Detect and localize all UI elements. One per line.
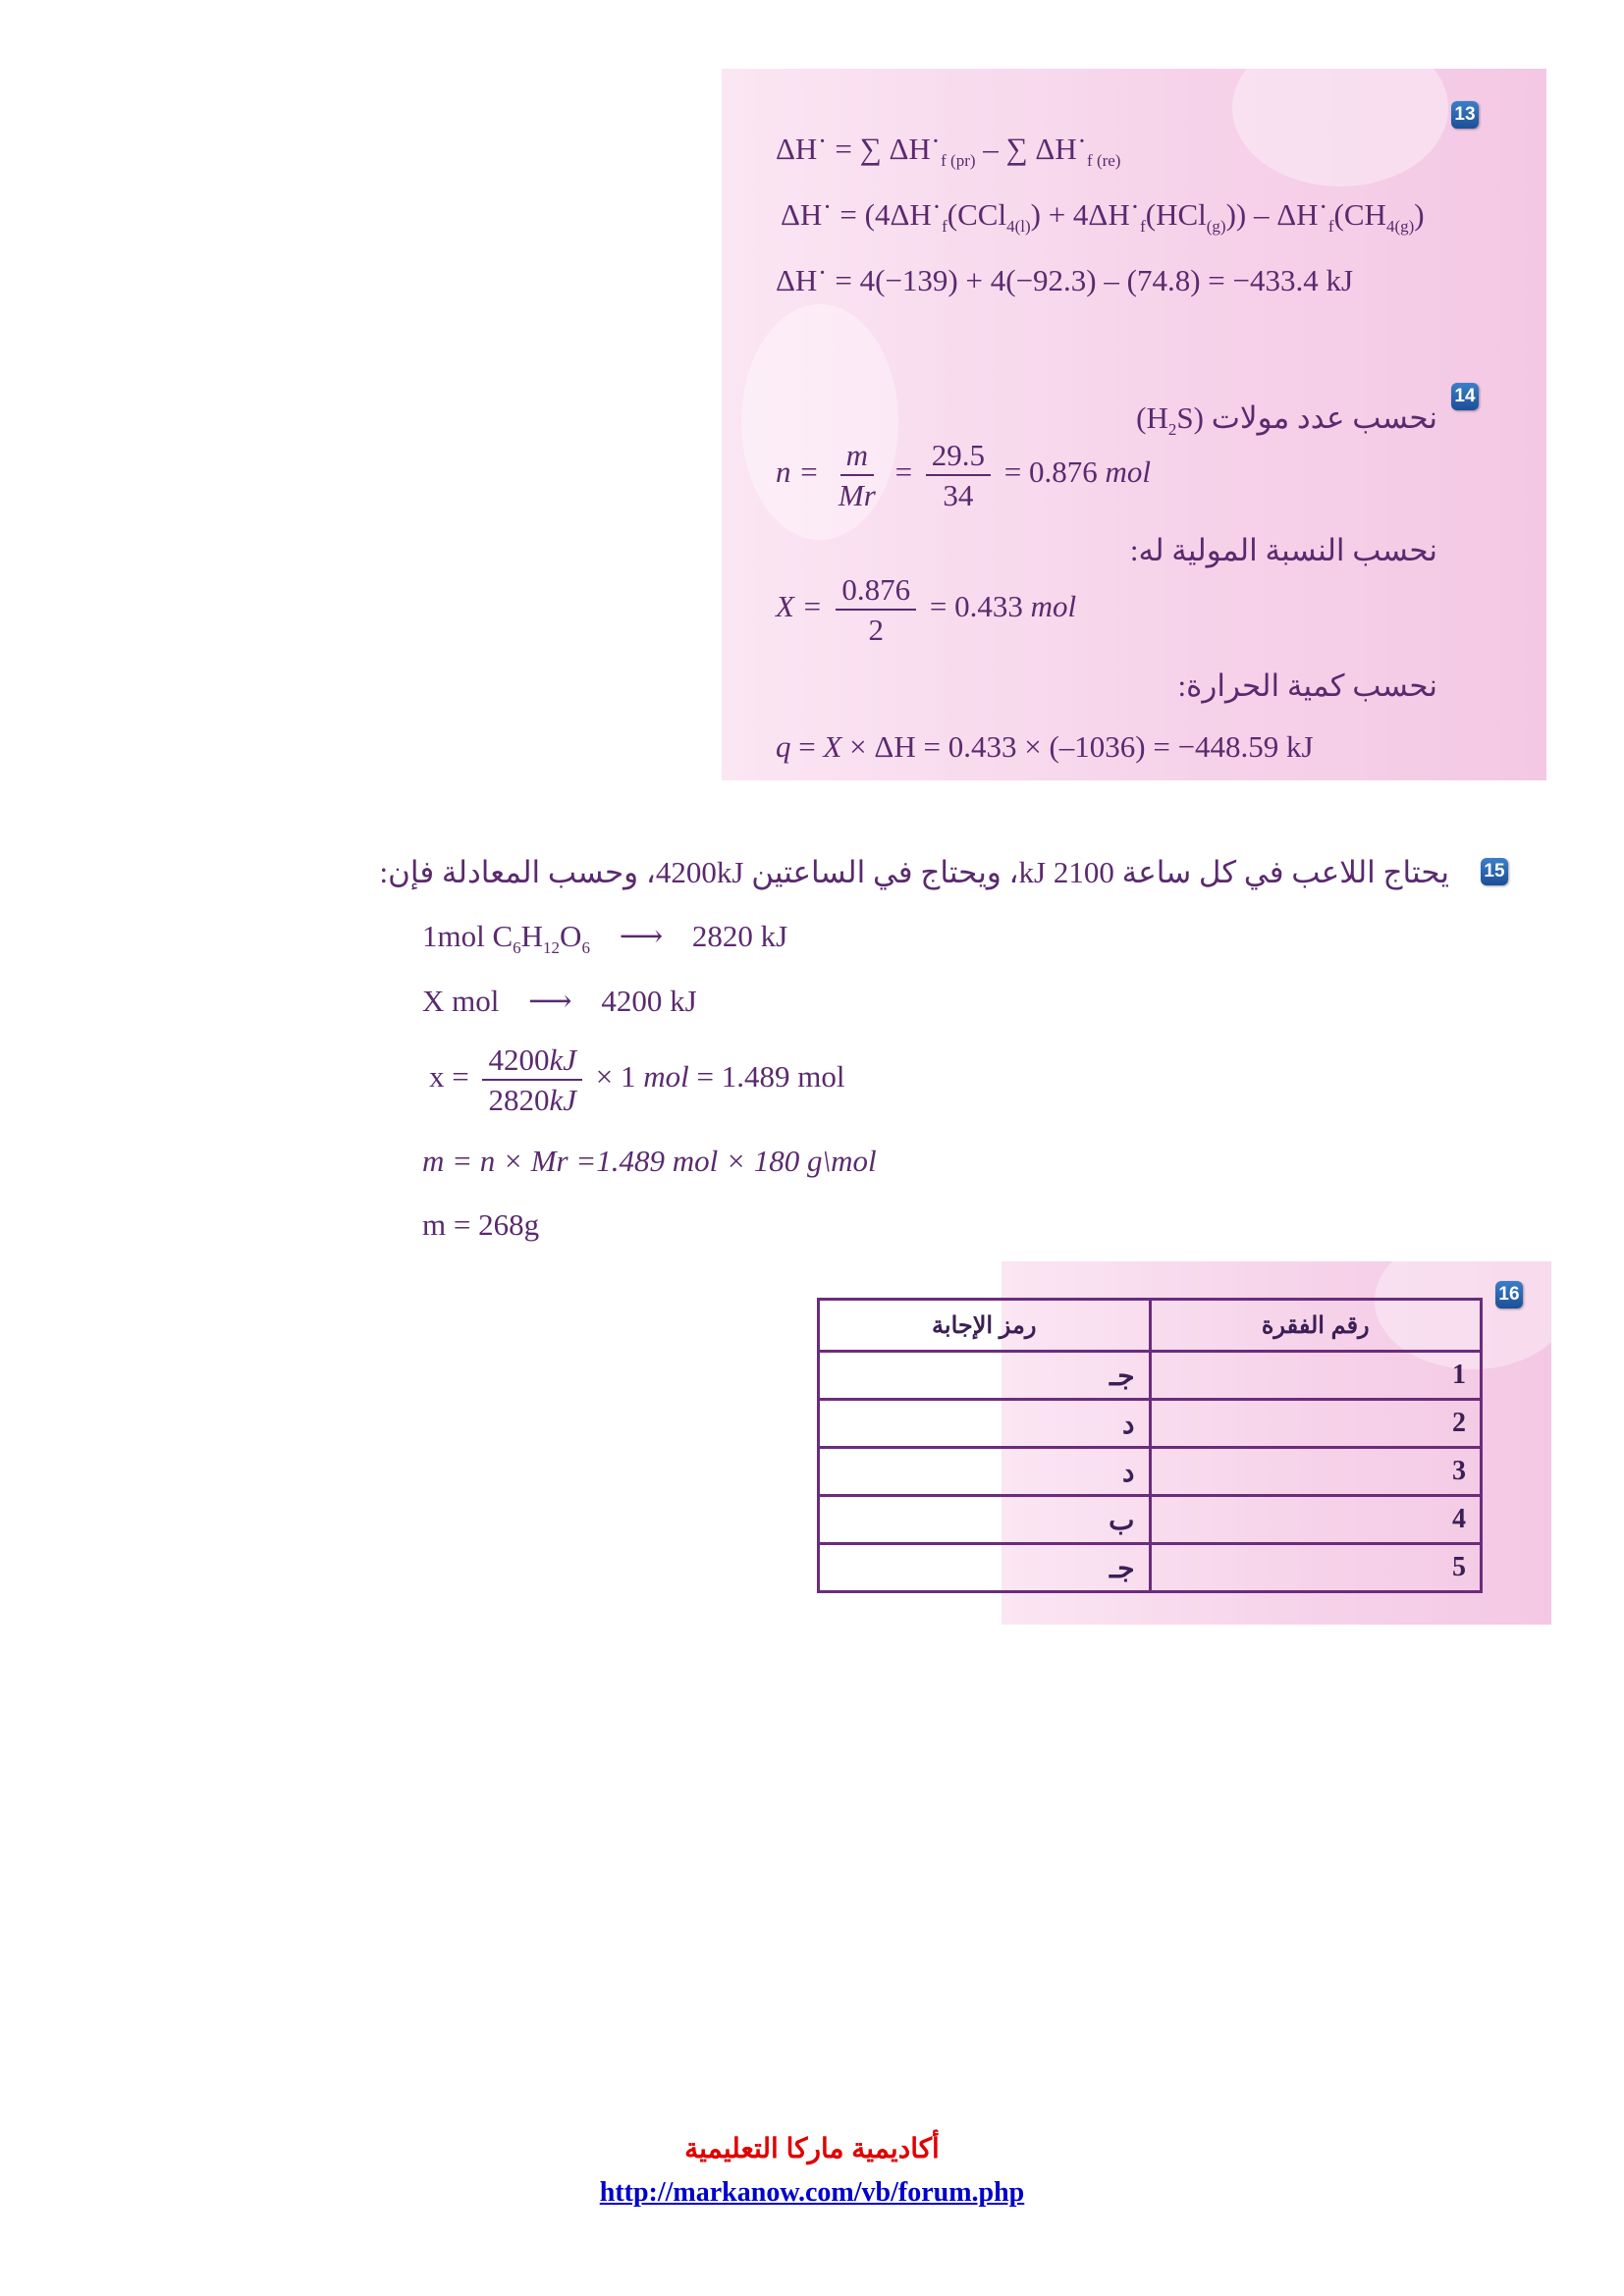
table-row xyxy=(819,1448,1482,1496)
right-arrow-icon: ⟶ xyxy=(528,984,572,1018)
column-header-item-number: رقم الفقرة xyxy=(1150,1300,1482,1352)
answer-cell: د xyxy=(819,1400,1151,1448)
fraction-m-over-mr: $\frac{m}{Mr}$ xyxy=(838,438,876,512)
q15-intro-text: يحتاج اللاعب في كل ساعة 2100 kJ، ويحتاج في الساعتين 4200kJ، وحسب المعادلة فإن: xyxy=(379,855,1449,889)
h2s-formula: $(H_2S)$ xyxy=(1136,400,1204,439)
q14-heat-label: نحسب كمية الحرارة: xyxy=(1177,668,1437,703)
answer-key-table xyxy=(817,1298,1483,1593)
item-number-cell: 4 xyxy=(1150,1496,1482,1544)
answer-cell: جـ xyxy=(819,1352,1151,1400)
q14-moles-label: نحسب عدد مولات $(H_2S)$ xyxy=(1136,400,1437,439)
right-arrow-icon: ⟶ xyxy=(619,919,664,953)
question-16-badge: 16 xyxy=(1495,1281,1523,1308)
fraction-moles-over-total: $\frac{0.876}{2}$ xyxy=(836,574,916,645)
table-row xyxy=(819,1544,1482,1592)
q13-equation-1: ΔH˙ = ∑ $\Delta H˙_{f (pr)}$ – ∑ $\Delta H˙_{f (re)}$ xyxy=(776,132,1121,170)
question-15-badge: 15 xyxy=(1481,858,1508,885)
q15-line-2: X mol ⟶ 4200 kJ xyxy=(422,984,697,1018)
q15-line-3: x = $\frac{4200kJ}{2820kJ}$ × 1 mol = 1.489 mol xyxy=(429,1042,845,1117)
q13-equation-2: ΔH˙ = ($4\Delta H˙_f(CCl_{4(l)})$ + $4\Delta H˙_f(HCl_{(g)})$) – $\Delta H˙_f(CH_{4(g)})$ xyxy=(781,197,1425,236)
table-row xyxy=(819,1400,1482,1448)
forum-link-container xyxy=(0,2177,1624,2209)
question-13-badge: 13 xyxy=(1451,101,1479,129)
q15-line-1: 1mol $C_6H_{12}O_6$ ⟶ 2820 kJ xyxy=(422,919,788,957)
fraction-mass-over-molar-mass: $\frac{29.5}{34}$ xyxy=(926,440,991,510)
answer-cell: جـ xyxy=(819,1544,1151,1592)
fraction-energy-ratio: $\frac{4200kJ}{2820kJ}$ xyxy=(482,1044,582,1115)
forum-link[interactable]: http://markanow.com/vb/forum.php xyxy=(599,2177,1025,2208)
answer-cell: ب xyxy=(819,1496,1151,1544)
question-14-badge: 14 xyxy=(1451,383,1479,410)
academy-name: أكاديمية ماركا التعليمية xyxy=(684,2133,940,2163)
q14-moles-equation: n = $\frac{m}{Mr}$ = $\frac{29.5}{34}$ = 0.876 mol xyxy=(776,438,1152,512)
q15-line-5: m = 268g xyxy=(422,1207,540,1242)
q13-equation-3: ΔH˙ = 4(−139) + 4(−92.3) – (74.8) = −433.4 kJ xyxy=(776,263,1354,297)
answer-cell: د xyxy=(819,1448,1151,1496)
table-header-row xyxy=(819,1300,1482,1352)
q14-mole-fraction-label: نحسب النسبة المولية له: xyxy=(1129,533,1437,567)
table-row xyxy=(819,1496,1482,1544)
item-number-cell: 1 xyxy=(1150,1352,1482,1400)
q14-mole-fraction-equation: X = $\frac{0.876}{2}$ = 0.433 mol xyxy=(776,572,1077,647)
item-number-cell: 3 xyxy=(1150,1448,1482,1496)
table-row xyxy=(819,1352,1482,1400)
item-number-cell: 5 xyxy=(1150,1544,1482,1592)
item-number-cell: 2 xyxy=(1150,1400,1482,1448)
q15-line-4: m = n × Mr =1.489 mol × 180 g\mol xyxy=(422,1144,877,1178)
q14-heat-equation: q = X × ΔH = 0.433 × (–1036) = −448.59 kJ xyxy=(776,729,1314,764)
panel-decoration xyxy=(1232,29,1448,187)
column-header-answer-symbol: رمز الإجابة xyxy=(819,1300,1151,1352)
